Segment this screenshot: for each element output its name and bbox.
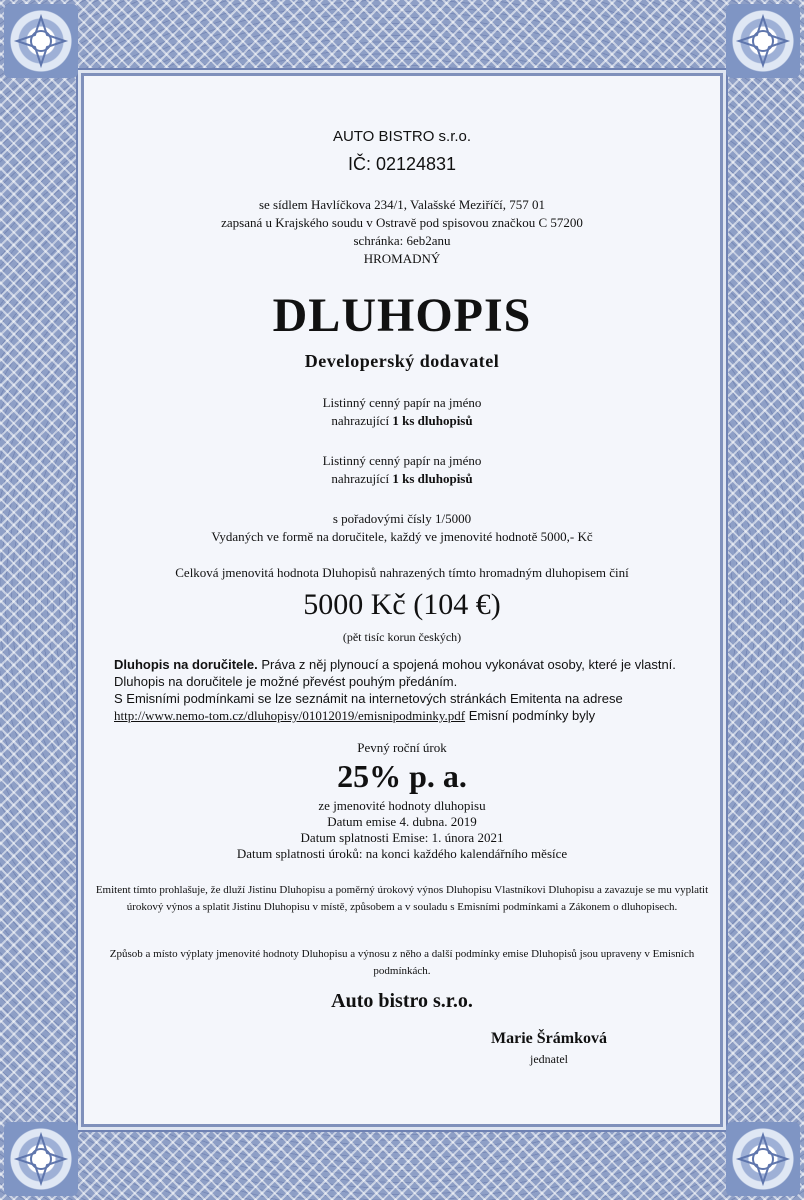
page-subtitle: Developerský dodavatel [304,351,500,371]
company-name: AUTO BISTRO s.r.o. [332,128,472,145]
serial-numbers: s pořadovými čísly 1/5000 [332,511,472,526]
bearer-line-1: Dluhopis na doručitele. Práva z něj plynoucí a spojená mohou vykonávat osoby, které je vlastní. [114,657,676,672]
company-seat: se sídlem Havlíčkova 234/1, Valašské Meziříčí, 757 01 [258,197,546,212]
interest-label: Pevný roční úrok [357,740,447,755]
bond-type: HROMADNÝ [363,251,441,266]
company-registry: zapsaná u Krajského soudu v Ostravě pod spisovou značkou C 57200 [221,215,583,230]
security-line: Listinný cenný papír na jméno [322,453,482,468]
security-description-2 [84,452,720,488]
corner-rosette-icon [726,1122,800,1196]
bearer-line-4: http://www.nemo-tom.cz/dluhopisy/01012019/emisnipodminky.pdf Emisní podmínky byly [114,708,596,723]
page-title: DLUHOPIS [272,289,532,342]
company-databox: schránka: 6eb2anu [353,233,451,248]
payment-terms: Způsob a místo výplaty jmenovité hodnoty Dluhopisu a výnosu z něho a další podmínky emise Dluhopisů jsou upraveny v Emisních podmínkách. [109,948,695,977]
issuer-declaration: Emitent tímto prohlašuje, že dluží Jistinu Dluhopisu a poměrný úrokový výnos Dluhopisu Vlastníkovi Dluhopisu a zavazuje se mu vyplatit úrokový výnos a splatit Jistinu Dluhopisu v místě, způsobem a v souladu s Emisními podmínkami a Zákonem o dluhopisech. [95,884,709,913]
replacing-line: nahrazující 1 ks dluhopisů [331,471,473,486]
signer-name: Marie Šrámková [491,1030,607,1047]
company-details [84,196,720,268]
corner-rosette-icon [4,4,78,78]
interest-dates [84,798,720,862]
issue-form: Vydaných ve formě na doručitele, každý ve jmenovité hodnotě 5000,- Kč [211,529,593,544]
amount-value: 5000 Kč (104 €) [303,588,501,621]
serial-and-issue [84,510,720,546]
interest-basis: ze jmenovité hodnoty dluhopisu [318,798,486,813]
interest-rate: 25% p. a. [337,758,467,794]
bearer-line-3: S Emisními podmínkami se lze seznámit na internetových stránkách Emitenta na adrese [114,691,623,706]
bearer-terms [114,656,714,724]
maturity-date: Datum splatnosti Emise: 1. února 2021 [300,830,504,845]
security-description-1 [84,394,720,430]
total-value-label: Celková jmenovitá hodnota Dluhopisů nahrazených tímto hromadným dluhopisem činí [175,565,629,580]
issue-date: Datum emise 4. dubna. 2019 [327,814,477,829]
corner-rosette-icon [726,4,800,78]
replacing-line: nahrazující 1 ks dluhopisů [331,413,473,428]
corner-rosette-icon [4,1122,78,1196]
company-id: IČ: 02124831 [347,154,457,174]
issuer-name: Auto bistro s.r.o. [331,990,473,1012]
certificate-content [84,76,720,1124]
bearer-line-2: Dluhopis na doručitele je možné převést pouhým předáním. [114,674,458,689]
amount-words: (pět tisíc korun českých) [342,630,462,644]
terms-link[interactable]: http://www.nemo-tom.cz/dluhopisy/01012019/emisnipodminky.pdf [114,708,466,723]
interest-maturity: Datum splatnosti úroků: na konci každého kalendářního měsíce [236,846,568,861]
security-line: Listinný cenný papír na jméno [322,395,482,410]
signer-role: jednatel [530,1052,568,1066]
